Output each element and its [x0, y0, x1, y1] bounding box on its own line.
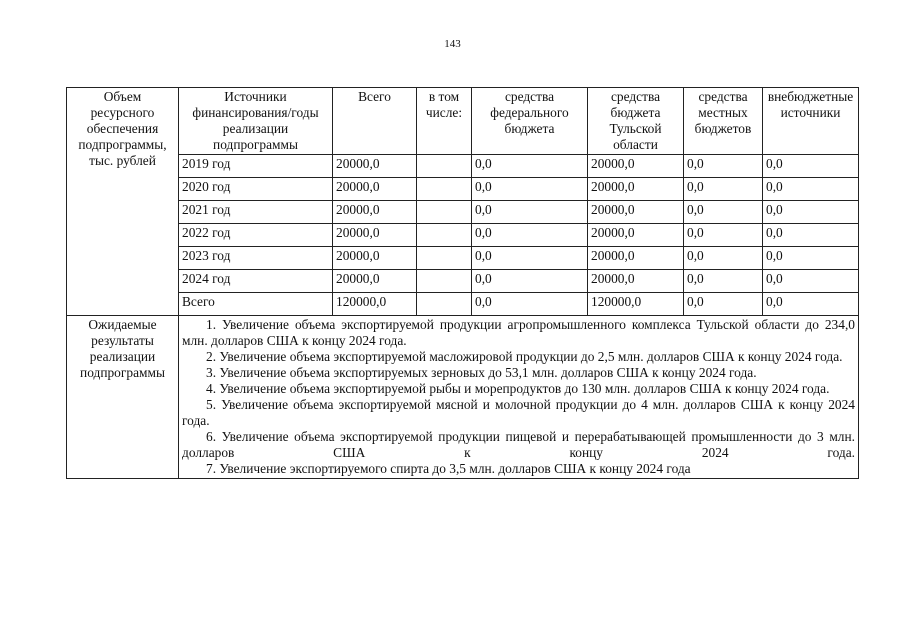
result-item-7: 7. Увеличение экспортируемого спирта до 3,5 млн. долларов США к концу 2024 года — [206, 461, 691, 476]
text-line: Объем — [103, 89, 142, 104]
results-label-cell — [67, 316, 179, 479]
text-line: бюджетов — [694, 121, 752, 136]
total-cell: 120000,0 — [333, 293, 417, 316]
header-sources — [179, 88, 333, 155]
results-label — [70, 317, 175, 381]
text-line: обеспечения — [86, 121, 159, 136]
header-total — [333, 88, 417, 155]
text-line: подпрограммы — [80, 365, 165, 380]
extra-cell: 0,0 — [763, 178, 859, 201]
text-line: финансирования/годы — [192, 105, 319, 120]
extra-cell: 0,0 — [763, 155, 859, 178]
text-line: Тульской — [609, 121, 662, 136]
resource-label — [70, 89, 175, 169]
text-line: области — [613, 137, 658, 152]
year-cell: 2021 год — [179, 201, 333, 224]
result-item-4: 4. Увеличение объема экспортируемой рыбы и морепродуктов до 130 млн. долларов США к концу 2024 года. — [206, 381, 830, 396]
regional-cell: 20000,0 — [588, 201, 684, 224]
federal-cell: 0,0 — [472, 155, 588, 178]
results-cell — [179, 316, 859, 479]
header-extra — [763, 88, 859, 155]
text-line: подпрограммы — [213, 137, 298, 152]
results-row — [67, 316, 859, 479]
federal-cell: 0,0 — [472, 201, 588, 224]
text-line: реализации — [89, 349, 156, 364]
federal-cell: 0,0 — [472, 247, 588, 270]
extra-cell: 0,0 — [763, 247, 859, 270]
federal-cell: 0,0 — [472, 224, 588, 247]
total-cell: 20000,0 — [333, 155, 417, 178]
regional-cell: 20000,0 — [588, 155, 684, 178]
local-cell: 0,0 — [684, 201, 763, 224]
local-cell: 0,0 — [684, 293, 763, 316]
federal-cell: 0,0 — [472, 293, 588, 316]
financing-row — [67, 155, 859, 178]
extra-cell: 0,0 — [763, 224, 859, 247]
year-cell: 2023 год — [179, 247, 333, 270]
result-item-2: 2. Увеличение объема экспортируемой масложировой продукции до 2,5 млн. долларов США к концу 2024 года. — [206, 349, 843, 364]
local-cell: 0,0 — [684, 247, 763, 270]
total-cell: 20000,0 — [333, 270, 417, 293]
result-item-6: 6. Увеличение объема экспортируемой продукции пищевой и перерабатывающей промышленности до 3 млн. долларов США к концу 2024 года. — [182, 429, 855, 460]
text-line: средства — [698, 89, 748, 104]
total-cell: 20000,0 — [333, 201, 417, 224]
text-line: Всего — [358, 89, 391, 104]
resource-label-cell — [67, 88, 179, 316]
local-cell: 0,0 — [684, 155, 763, 178]
regional-cell: 20000,0 — [588, 224, 684, 247]
text-line: подпрограммы, — [78, 137, 167, 152]
regional-cell: 20000,0 — [588, 270, 684, 293]
including-cell — [417, 201, 472, 224]
including-cell — [417, 155, 472, 178]
regional-cell: 20000,0 — [588, 178, 684, 201]
text-line: бюджета — [504, 121, 555, 136]
text-line: результаты — [91, 333, 154, 348]
text-line: тыс. рублей — [89, 153, 156, 168]
including-cell — [417, 293, 472, 316]
text-line: бюджета — [610, 105, 661, 120]
financing-row — [67, 270, 859, 293]
federal-cell: 0,0 — [472, 270, 588, 293]
text-line: федерального — [490, 105, 569, 120]
year-cell: 2019 год — [179, 155, 333, 178]
including-cell — [417, 178, 472, 201]
federal-cell: 0,0 — [472, 178, 588, 201]
subprogram-passport-table — [66, 87, 859, 479]
text-line: числе: — [425, 105, 463, 120]
total-cell: 20000,0 — [333, 178, 417, 201]
local-cell: 0,0 — [684, 270, 763, 293]
extra-cell: 0,0 — [763, 201, 859, 224]
text-line: реализации — [222, 121, 289, 136]
result-item-1: 1. Увеличение объема экспортируемой продукции агропромышленного комплекса Тульской области до 234,0 млн. долларов США к концу 2024 года. — [182, 317, 855, 348]
page-number: 143 — [444, 38, 461, 50]
header-regional — [588, 88, 684, 155]
result-item-3: 3. Увеличение объема экспортируемых зерновых до 53,1 млн. долларов США к концу 2024 года. — [206, 365, 757, 380]
financing-row — [67, 293, 859, 316]
year-cell: 2022 год — [179, 224, 333, 247]
financing-row — [67, 247, 859, 270]
header-local — [684, 88, 763, 155]
year-cell: 2024 год — [179, 270, 333, 293]
text-line: источники — [780, 105, 841, 120]
financing-row — [67, 201, 859, 224]
text-line: в том — [428, 89, 460, 104]
local-cell: 0,0 — [684, 224, 763, 247]
extra-cell: 0,0 — [763, 293, 859, 316]
extra-cell: 0,0 — [763, 270, 859, 293]
header-row — [67, 88, 859, 155]
text-line: Ожидаемые — [88, 317, 157, 332]
year-cell: 2020 год — [179, 178, 333, 201]
regional-cell: 20000,0 — [588, 247, 684, 270]
text-line: местных — [698, 105, 748, 120]
result-item-5: 5. Увеличение объема экспортируемой мясной и молочной продукции до 4 млн. долларов США к концу 2024 года. — [182, 397, 855, 428]
text-line: Источники — [224, 89, 287, 104]
text-line: ресурсного — [90, 105, 155, 120]
financing-row — [67, 178, 859, 201]
text-line: внебюджетные — [767, 89, 854, 104]
including-cell — [417, 247, 472, 270]
total-cell: 20000,0 — [333, 224, 417, 247]
local-cell: 0,0 — [684, 178, 763, 201]
header-federal — [472, 88, 588, 155]
header-including — [417, 88, 472, 155]
total-cell: 20000,0 — [333, 247, 417, 270]
text-line: средства — [504, 89, 555, 104]
financing-row — [67, 224, 859, 247]
including-cell — [417, 224, 472, 247]
text-line: средства — [610, 89, 661, 104]
regional-cell: 120000,0 — [588, 293, 684, 316]
year-cell: Всего — [179, 293, 333, 316]
including-cell — [417, 270, 472, 293]
